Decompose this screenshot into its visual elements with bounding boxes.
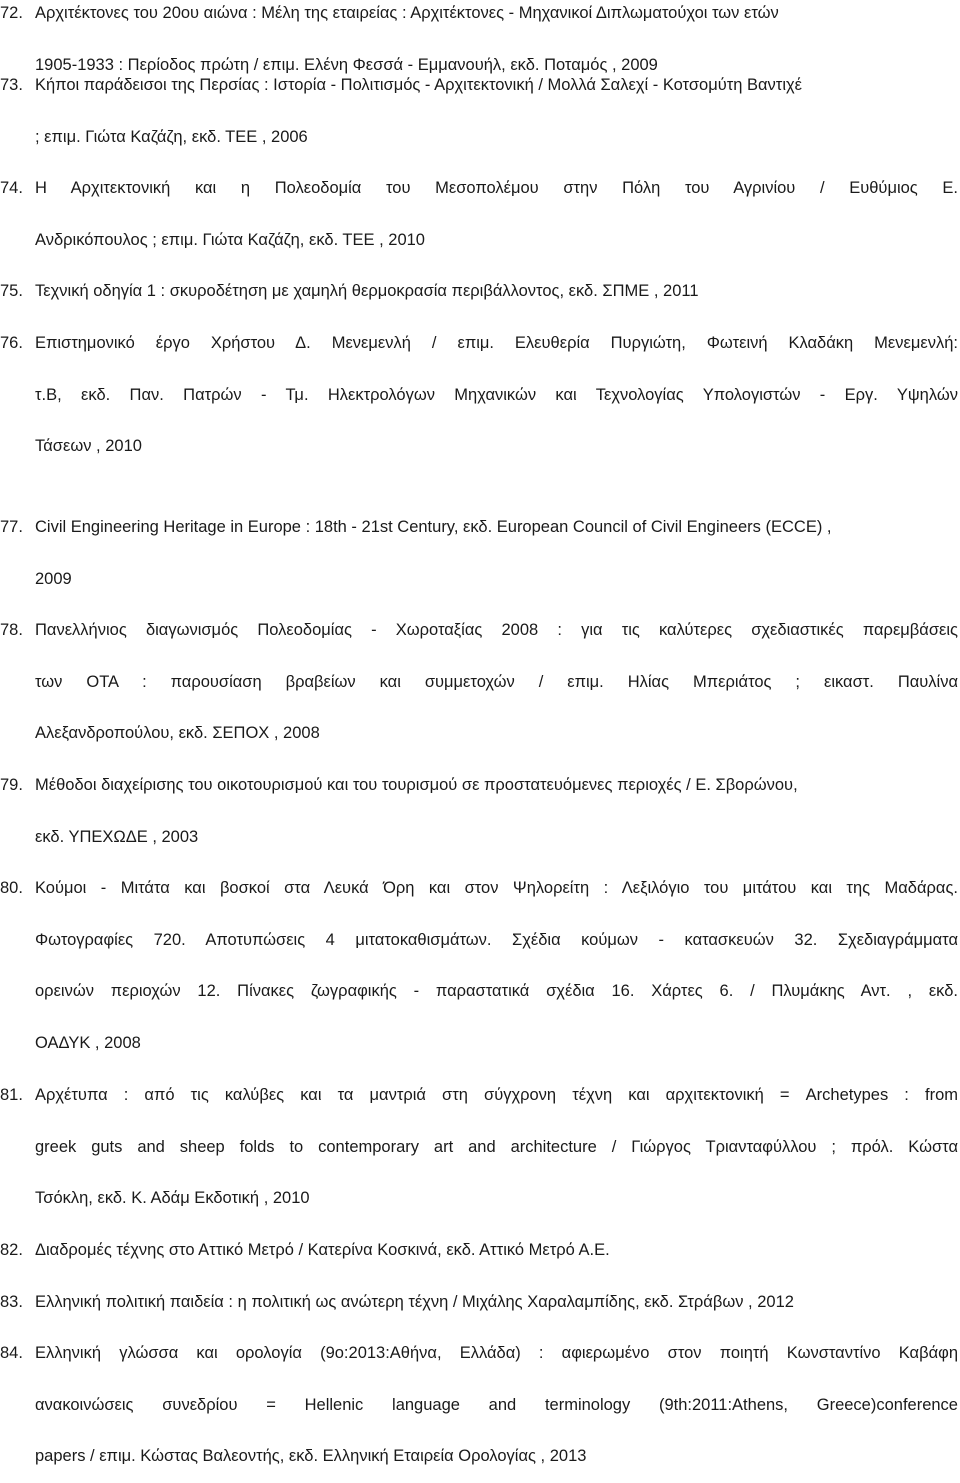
item-text: Κούμοι - Μιτάτα και βοσκοί στα Λευκά Όρη και στον Ψηλορείτη : Λεξιλόγιο του μιτάτου και της Μαδάρας. [35,879,958,897]
item-number: 80. [0,879,23,897]
list-item [0,1328,958,1483]
list-item [0,318,958,473]
list-item [0,266,958,318]
item-number: 78. [0,621,23,639]
item-text: Φωτογραφίες 720. Αποτυπώσεις 4 μιτατοκαθισμάτων. Σχέδια κούμων - κατασκευών 32. Σχεδιαγράμματα [35,930,958,949]
item-number: 74. [0,179,23,197]
item-text: Διαδρομές τέχνης στο Αττικό Μετρό / Κατερίνα Κοσκινά, εκδ. Αττικό Μετρό Α.Ε. [35,1241,610,1259]
item-text: 1905-1933 : Περίοδος πρώτη / επιμ. Ελένη Φεσσά - Εμμανουήλ, εκδ. Ποταμός , 2009 [35,55,658,74]
list-item [0,760,958,863]
item-text: ; επιμ. Γιώτα Καζάζη, εκδ. ΤΕΕ , 2006 [35,127,308,146]
item-text: 2009 [35,569,72,588]
item-text: Μέθοδοι διαχείρισης του οικοτουρισμού και του τουρισμού σε προστατευόμενες περιοχές / Ε. Σβορώνου, [35,776,798,794]
item-number: 73. [0,76,23,94]
list-item [0,605,958,760]
item-text: papers / επιμ. Κώστας Βαλεοντής, εκδ. Ελληνική Εταιρεία Ορολογίας , 2013 [35,1447,587,1465]
item-text: Ανδρικόπουλος ; επιμ. Γιώτα Καζάζη, εκδ. ΤΕΕ , 2010 [35,230,425,249]
item-number: 77. [0,518,23,536]
item-text: εκδ. ΥΠΕΧΩΔΕ , 2003 [35,827,199,846]
item-text: Αρχέτυπα : από τις καλύβες και τα μαντριά στη σύγχρονη τέχνη και αρχιτεκτονική = Archetypes : from [35,1086,958,1104]
item-text: Αλεξανδροπούλου, εκδ. ΣΕΠΟΧ , 2008 [35,724,320,742]
item-text: Η Αρχιτεκτονική και η Πολεοδομία του Μεσοπολέμου στην Πόλη του Αγρινίου / Ευθύμιος Ε. [35,179,958,197]
item-text: Τεχνική οδηγία 1 : σκυροδέτηση με χαμηλή θερμοκρασία περιβάλλοντος, εκδ. ΣΠΜΕ , 2011 [35,282,699,300]
item-number: 83. [0,1293,23,1311]
item-number: 75. [0,282,23,300]
item-text: ανακοινώσεις συνεδρίου = Hellenic language and terminology (9th:2011:Athens, Greece)conference [35,1395,958,1414]
list-item [0,863,958,1069]
item-number: 79. [0,776,23,794]
item-number: 81. [0,1086,23,1104]
item-text: Τάσεων , 2010 [35,437,142,455]
list-item [0,1277,958,1329]
item-text: Τσόκλη, εκδ. Κ. Αδάμ Εκδοτική , 2010 [35,1189,310,1207]
item-text: Επιστημονικό έργο Χρήστου Δ. Μενεμενλή / επιμ. Ελευθερία Πυργιώτη, Φωτεινή Κλαδάκη Μενεμενλή: [35,334,958,352]
item-text: ορεινών περιοχών 12. Πίνακες ζωγραφικής - παραστατικά σχέδια 16. Χάρτες 6. / Πλυμάκης Αντ. , εκδ. [35,982,958,1000]
list-item [0,1225,958,1277]
item-number: 84. [0,1344,23,1362]
item-text: Ελληνική πολιτική παιδεία : η πολιτική ως ανώτερη τέχνη / Μιχάλης Χαραλαμπίδης, εκδ. Στράβων , 2012 [35,1293,794,1311]
list-item [0,1070,958,1225]
item-text: Κήποι παράδεισοι της Περσίας : Ιστορία - Πολιτισμός - Αρχιτεκτονική / Μολλά Σαλεχί - Κοτσομύτη Βαντιχέ [35,76,803,94]
item-text: Πανελλήνιος διαγωνισμός Πολεοδομίας - Χωροταξίας 2008 : για τις καλύτερες σχεδιαστικές παρεμβάσεις [35,621,958,639]
list-item [0,60,958,163]
item-text: των ΟΤΑ : παρουσίαση βραβείων και συμμετοχών / επιμ. Ηλίας Μπεριάτος ; εικαστ. Παυλίνα [35,672,958,691]
item-text: ΟΑΔΥΚ , 2008 [35,1033,141,1052]
item-text: τ.Β, εκδ. Παν. Πατρών - Τμ. Ηλεκτρολόγων Μηχανικών και Τεχνολογίας Υπολογιστών - Εργ. Υψηλών [35,385,958,404]
list-item [0,502,958,605]
item-number: 82. [0,1241,23,1259]
item-text: Civil Engineering Heritage in Europe : 18th - 21st Century, εκδ. European Council of Civil Engineers (ECCE) , [35,518,832,536]
item-number: 72. [0,4,23,22]
item-text: greek guts and sheep folds to contemporary art and architecture / Γιώργος Τριανταφύλλου ; πρόλ. Κώστα [35,1137,958,1156]
item-text: Ελληνική γλώσσα και ορολογία (9ο:2013:Αθήνα, Ελλάδα) : αφιερωμένο στον ποιητή Κωνσταντίνο Καβάφη [35,1344,958,1362]
item-text: Αρχιτέκτονες του 20ου αιώνα : Μέλη της εταιρείας : Αρχιτέκτονες - Μηχανικοί Διπλωματούχοι των ετών [35,4,779,22]
item-number: 76. [0,334,23,352]
list-item [0,163,958,266]
